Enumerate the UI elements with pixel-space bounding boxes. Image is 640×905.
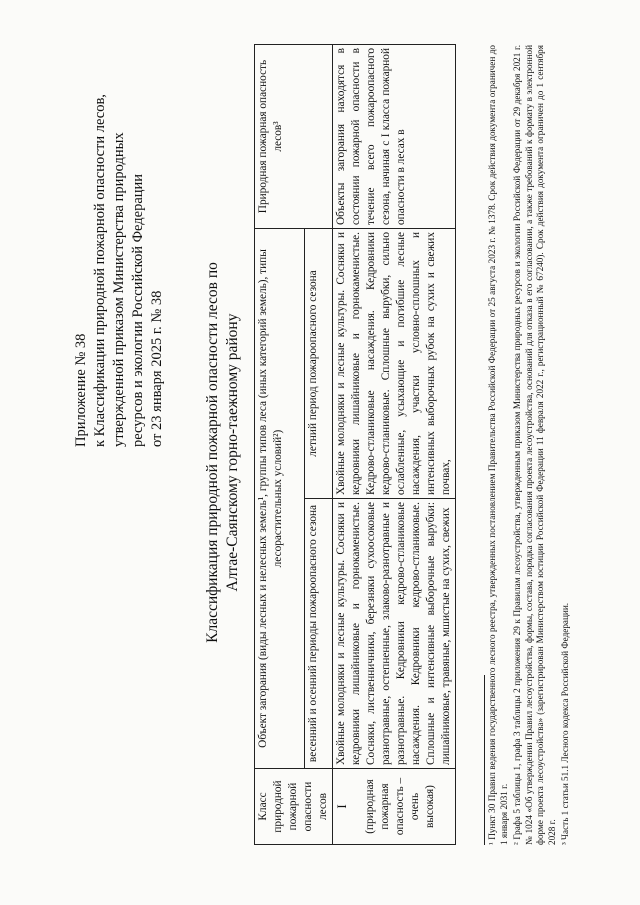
classification-table: [254, 44, 456, 845]
header-spring-autumn: весенний и осенний периоды пожароопасного сезона: [305, 499, 333, 769]
document-title-line1: Классификация природной пожарной опасности лесов по: [204, 262, 221, 643]
cell-summer: Хвойные молодняки и лесные культуры. Сосняки и кедровники лишайниковые и горнокаменистые. Кедрово-стланиковые насаждения. Кедровники кедрово-стланиковые. Сплошные вырубки, сильно ослабленные, усыхающие и погибшие лесные насаждения, участки условно-сплошных и интенсивных выборочных рубок на сухих и свежих почвах,: [333, 229, 456, 499]
footnote-1: ¹ Пункт 30 Правил ведения государственного лесного реестра, утвержденных постановлением Правительства Российской Федерации от 25 августа 2023 г. № 1378. Срок действия документа ограничен до 1 января 2031 г.: [487, 45, 509, 845]
header-summer: летний период пожароопасного сезона: [305, 229, 333, 499]
cell-class: [333, 769, 456, 845]
footnote-2: ² Графа 5 таблицы 1, графа 3 таблицы 2 приложения 29 к Правилам лесоустройства, утвержденным приказом Министерства природных ресурсов и экологии Российской Федерации от 29 декабря 2021 г. № 1024 «Об утверждении Правил лесоустройства, формы, состава, порядка согласования проекта лесоустройства, оснований для отказа в его согласовании, а также требований к формату в электронной форме проекта лесоустройства» (зарегистрирован Министерством юстиции Российской Федерации 11 февраля 2022 г., регистрационный № 67240). Срок действия документа ограничен до 1 сентября 2028 г.: [512, 45, 557, 845]
appendix-number: Приложение № 38: [73, 333, 89, 447]
header-object: Объект загорания (виды лесных и нелесных земель¹, группы типов леса (иных категорий земель), типы лесорастительных условий²): [255, 229, 305, 769]
cell-spring-autumn: Хвойные молодняки и лесные культуры. Сосняки и кедровники лишайниковые и горнокаменистые. Сосняки, лиственничники, березняки сухоосоковые разнотравные, остепненные, злаково-разнотравные и разнотравные. Кедровники кедрово-стланиковые насаждения. Кедровники кедрово-стланиковые. Сплошные и интенсивные выборочные вырубки: лишайниковые, травяные, мшистые на сухих, свежих: [333, 499, 456, 769]
header-class: Класс природной пожарной опасности лесов: [255, 769, 333, 845]
footnote-3: ³ Часть 1 статьи 51.1 Лесного кодекса Российской Федерации.: [560, 602, 570, 845]
cell-natural-danger: Объекты загорания находятся в состоянии пожарной опасности в течение всего пожароопасного сезона, начиная с I класса пожарной опасности в лесах в: [333, 45, 456, 229]
document-title-line2: Алтае-Саянскому горно-таежному району: [224, 313, 241, 592]
appendix-ministry: ресурсов и экологии Российской Федерации: [130, 173, 146, 447]
appendix-header: [72, 47, 167, 447]
appendix-reference: к Классификации природной пожарной опасности лесов,: [92, 94, 108, 447]
footnote-divider: [484, 675, 485, 845]
appendix-approved-by: утвержденной приказом Министерства природных: [111, 132, 127, 447]
class-number: I: [334, 804, 349, 809]
appendix-date: от 23 января 2025 г. № 38: [149, 290, 165, 447]
table-row: [333, 45, 456, 845]
header-natural-danger: Природная пожарная опасность лесов³: [255, 45, 333, 229]
class-description: (природная пожарная опасность – очень высокая): [364, 777, 436, 836]
